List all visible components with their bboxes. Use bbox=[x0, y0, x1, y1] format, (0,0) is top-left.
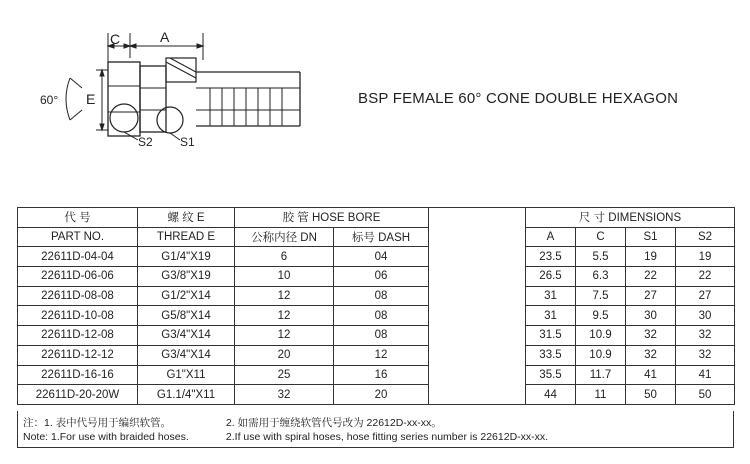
header-s1: S1 bbox=[626, 227, 676, 247]
note-cn-1: 注：1. 表中代号用于编织软管。 bbox=[23, 417, 172, 429]
cell-s1: 32 bbox=[626, 345, 676, 365]
table-row bbox=[18, 345, 735, 365]
cell-c: 10.9 bbox=[576, 345, 626, 365]
cell-s1: 30 bbox=[626, 306, 676, 326]
cell-c: 11 bbox=[576, 385, 626, 405]
cell-thread: G1/4"X19 bbox=[138, 247, 235, 267]
note-en-1: Note: 1.For use with braided hoses. bbox=[23, 431, 189, 443]
dim-a-label: A bbox=[160, 29, 170, 45]
cell-thread: G1.1/4"X11 bbox=[138, 385, 235, 405]
cell-part: 22611D-16-16 bbox=[18, 365, 138, 385]
header-s2: S2 bbox=[676, 227, 735, 247]
header-a: A bbox=[526, 227, 576, 247]
cell-dn: 20 bbox=[235, 345, 334, 365]
cell-part: 22611D-06-06 bbox=[18, 267, 138, 287]
cell-dn: 12 bbox=[235, 326, 334, 346]
notes-box bbox=[17, 411, 734, 448]
cell-thread: G1/2"X14 bbox=[138, 286, 235, 306]
cell-part: 22611D-20-20W bbox=[18, 385, 138, 405]
cell-dn: 12 bbox=[235, 286, 334, 306]
cell-c: 10.9 bbox=[576, 326, 626, 346]
cell-c: 5.5 bbox=[576, 247, 626, 267]
cell-s1: 41 bbox=[626, 365, 676, 385]
cell-thread: G3/4"X14 bbox=[138, 345, 235, 365]
cell-s2: 27 bbox=[676, 286, 735, 306]
table-row bbox=[18, 385, 735, 405]
cell-c: 7.5 bbox=[576, 286, 626, 306]
header-part-en: PART NO. bbox=[18, 227, 138, 247]
cell-dn: 12 bbox=[235, 306, 334, 326]
cell-dash: 08 bbox=[334, 306, 429, 326]
cell-c: 6.3 bbox=[576, 267, 626, 287]
cell-dn: 6 bbox=[235, 247, 334, 267]
cell-dash: 20 bbox=[334, 385, 429, 405]
cell-dash: 08 bbox=[334, 326, 429, 346]
cell-dn: 10 bbox=[235, 267, 334, 287]
table-gap bbox=[429, 208, 526, 405]
cell-a: 31 bbox=[526, 286, 576, 306]
angle-label: 60° bbox=[40, 93, 59, 107]
cell-dn: 25 bbox=[235, 365, 334, 385]
cell-s1: 32 bbox=[626, 326, 676, 346]
header-part-cn: 代 号 bbox=[18, 208, 138, 228]
dim-e-label: E bbox=[86, 91, 96, 107]
cell-dash: 06 bbox=[334, 267, 429, 287]
cell-thread: G5/8"X14 bbox=[138, 306, 235, 326]
cell-s2: 30 bbox=[676, 306, 735, 326]
cell-s2: 32 bbox=[676, 326, 735, 346]
cell-a: 44 bbox=[526, 385, 576, 405]
table-row bbox=[18, 326, 735, 346]
cell-s2: 22 bbox=[676, 267, 735, 287]
header-dimensions: 尺 寸 DIMENSIONS bbox=[526, 208, 735, 228]
cell-s1: 19 bbox=[626, 247, 676, 267]
note-cn-2: 2. 如需用于缠绕软管代号改为 22612D-xx-xx。 bbox=[225, 417, 442, 429]
header-dn: 公称内径 DN bbox=[235, 227, 334, 247]
table-row bbox=[18, 267, 735, 287]
cell-dash: 08 bbox=[334, 286, 429, 306]
cell-s1: 22 bbox=[626, 267, 676, 287]
table-row bbox=[18, 365, 735, 385]
cell-dash: 04 bbox=[334, 247, 429, 267]
cell-part: 22611D-12-12 bbox=[18, 345, 138, 365]
table-row bbox=[18, 306, 735, 326]
header-thread-cn: 螺 纹 E bbox=[138, 208, 235, 228]
header-thread-en: THREAD E bbox=[138, 227, 235, 247]
cell-s1: 50 bbox=[626, 385, 676, 405]
product-title: BSP FEMALE 60° CONE DOUBLE HEXAGON bbox=[358, 90, 679, 107]
cell-a: 31 bbox=[526, 306, 576, 326]
s2-label: S2 bbox=[138, 135, 153, 149]
cell-part: 22611D-04-04 bbox=[18, 247, 138, 267]
cell-a: 23.5 bbox=[526, 247, 576, 267]
cell-thread: G1"X11 bbox=[138, 365, 235, 385]
cell-thread: G3/4"X14 bbox=[138, 326, 235, 346]
cell-a: 26.5 bbox=[526, 267, 576, 287]
cell-a: 33.5 bbox=[526, 345, 576, 365]
cell-part: 22611D-10-08 bbox=[18, 306, 138, 326]
cell-a: 31.5 bbox=[526, 326, 576, 346]
s1-label: S1 bbox=[180, 135, 195, 149]
cell-s2: 19 bbox=[676, 247, 735, 267]
cell-s2: 50 bbox=[676, 385, 735, 405]
dimension-table bbox=[17, 207, 735, 405]
cell-dn: 32 bbox=[235, 385, 334, 405]
cell-c: 11.7 bbox=[576, 365, 626, 385]
cell-s1: 27 bbox=[626, 286, 676, 306]
cell-thread: G3/8"X19 bbox=[138, 267, 235, 287]
header-hose-bore: 胶 管 HOSE BORE bbox=[235, 208, 429, 228]
cell-c: 9.5 bbox=[576, 306, 626, 326]
cell-part: 22611D-12-08 bbox=[18, 326, 138, 346]
cell-dash: 16 bbox=[334, 365, 429, 385]
table-row bbox=[18, 247, 735, 267]
cell-dash: 12 bbox=[334, 345, 429, 365]
cell-s2: 41 bbox=[676, 365, 735, 385]
table-row bbox=[18, 286, 735, 306]
note-en-2: 2.If use with spiral hoses, hose fitting series number is 22612D-xx-xx. bbox=[225, 431, 549, 443]
dim-c-label: C bbox=[110, 31, 121, 47]
header-dash: 标号 DASH bbox=[334, 227, 429, 247]
header-c: C bbox=[576, 227, 626, 247]
cell-part: 22611D-08-08 bbox=[18, 286, 138, 306]
cell-a: 35.5 bbox=[526, 365, 576, 385]
cell-s2: 32 bbox=[676, 345, 735, 365]
